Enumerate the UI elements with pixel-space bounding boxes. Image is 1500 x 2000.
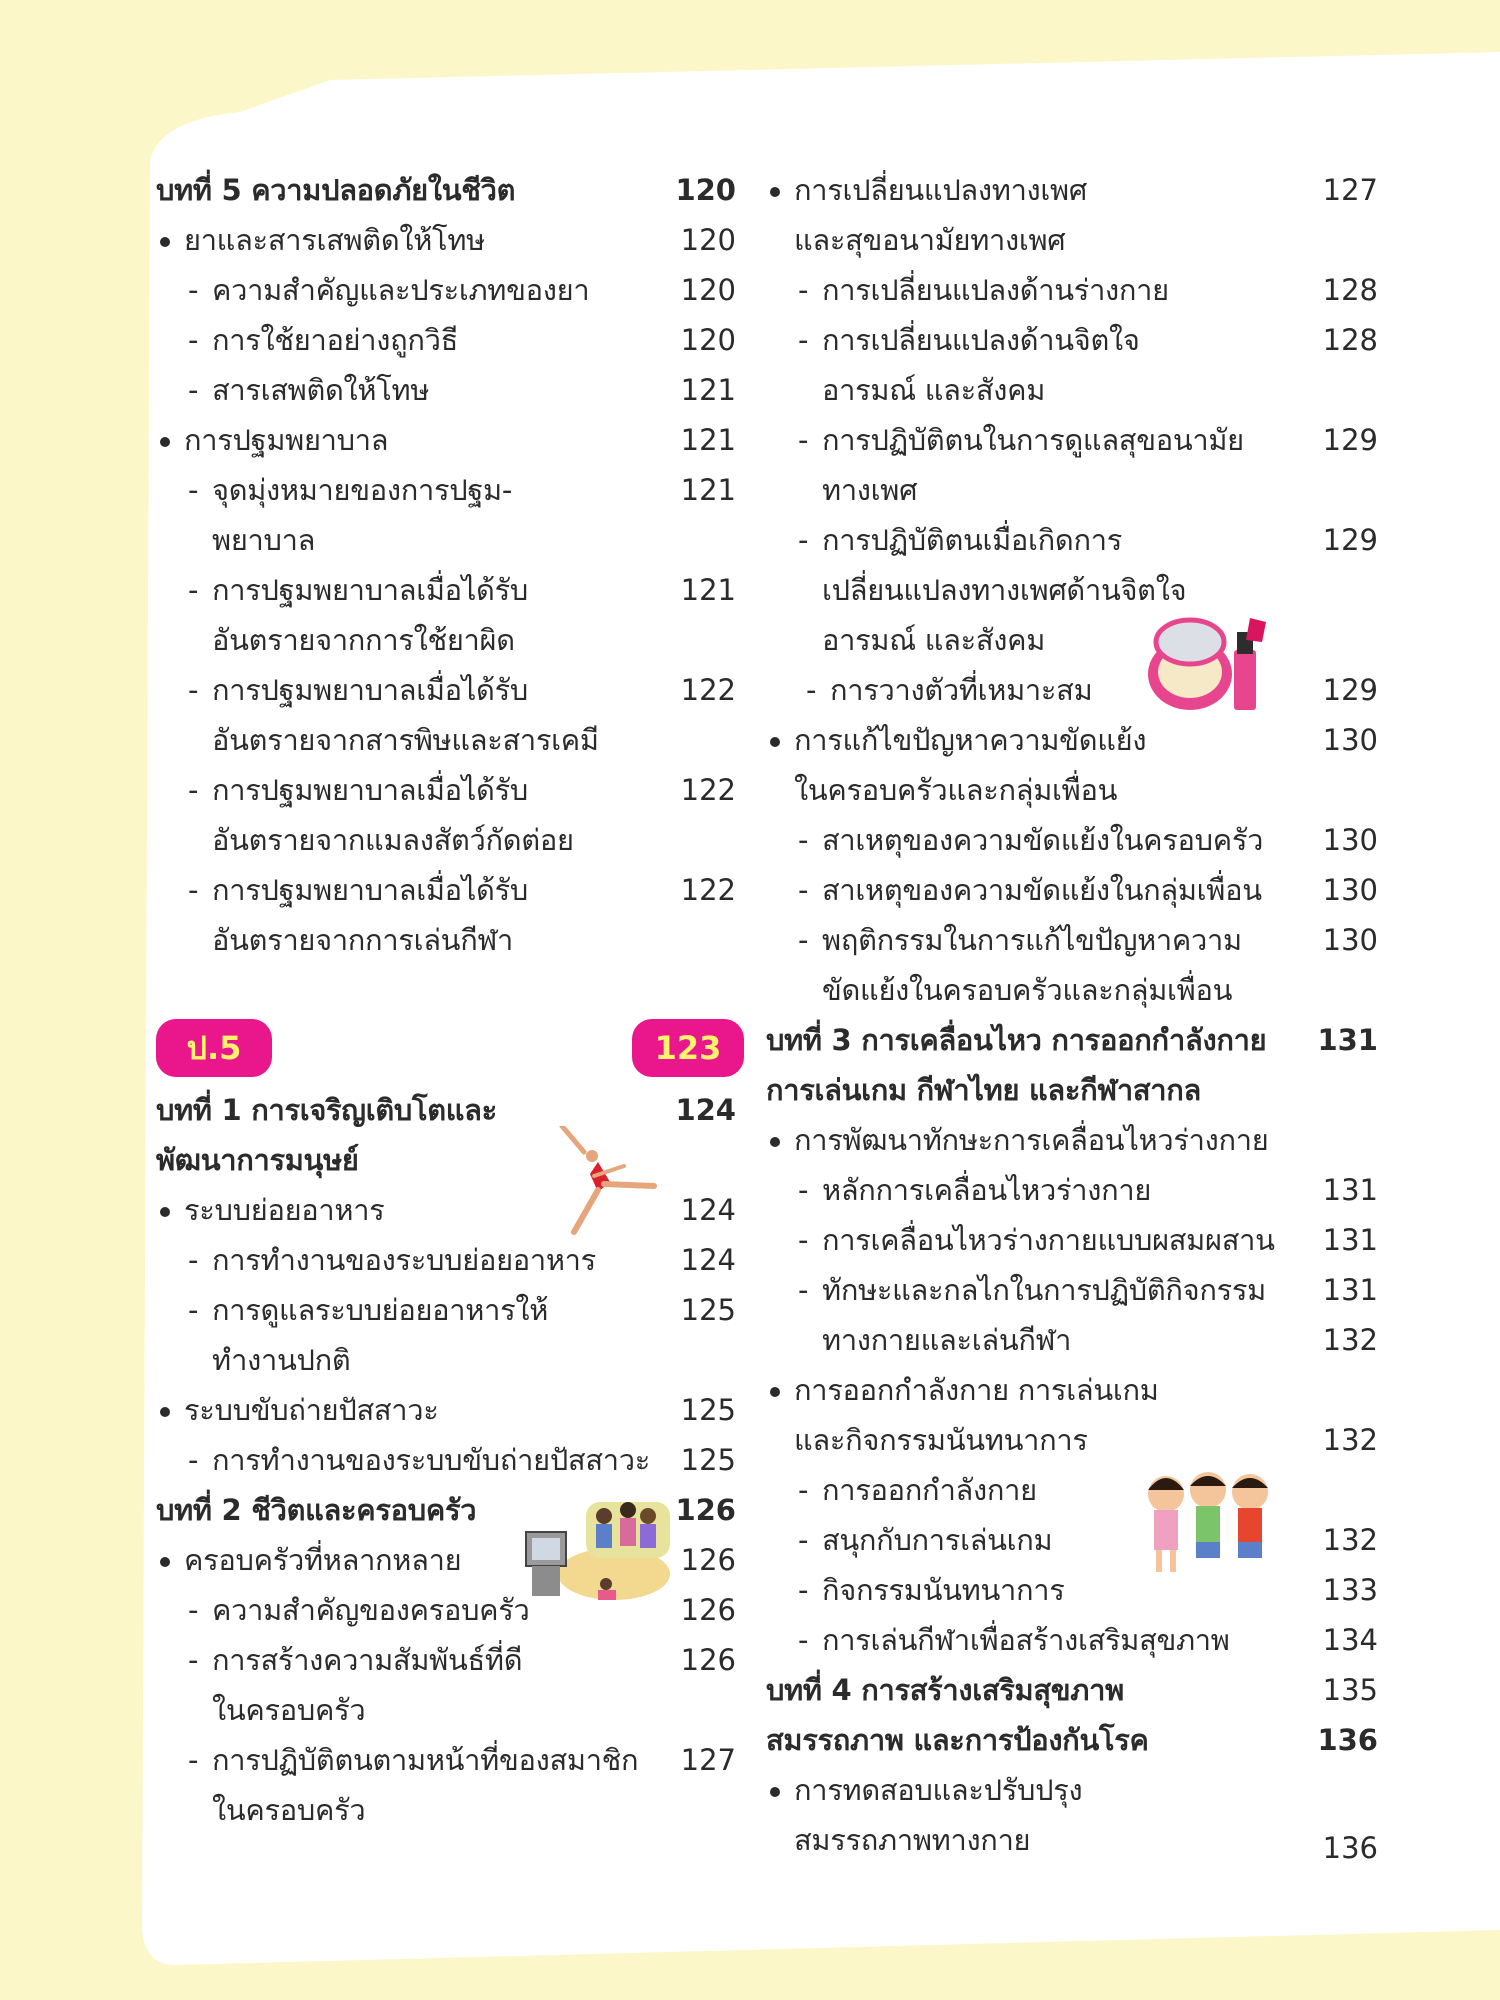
chapter-title: พัฒนาการมนุษย์ [156, 1143, 359, 1177]
page-number: 125 [680, 1393, 736, 1427]
page-number: 130 [1322, 823, 1378, 857]
bullet-icon [160, 237, 170, 247]
page-number: 126 [680, 1593, 736, 1627]
subtopic-text: สาเหตุของความขัดแย้งในครอบครัว [822, 823, 1264, 857]
topic-text: ระบบย่อยอาหาร [184, 1193, 385, 1227]
subtopic-text: การสร้างความสัมพันธ์ที่ดี [212, 1643, 523, 1677]
toc-subtopic[interactable] [156, 1285, 736, 1335]
toc-subtopic[interactable] [766, 1165, 1378, 1215]
toc-subtopic-continued [766, 565, 1378, 615]
subtopic-text: จุดมุ่งหมายของการปฐม- [212, 473, 513, 507]
page-number: 134 [1322, 1623, 1378, 1657]
toc-chapter[interactable] [766, 1015, 1378, 1065]
dash-icon: - [798, 1173, 809, 1207]
page-number: 125 [680, 1293, 736, 1327]
subtopic-text: สนุกกับการเล่นเกม [822, 1523, 1053, 1557]
dash-icon: - [798, 1223, 809, 1257]
page-number: 136 [1322, 1831, 1378, 1865]
page-number: 125 [680, 1443, 736, 1477]
toc-topic[interactable] [766, 1765, 1378, 1815]
page-number: 122 [680, 773, 736, 807]
toc-topic[interactable] [156, 1385, 736, 1435]
toc-subtopic-continued [766, 1315, 1378, 1365]
bullet-icon [160, 1207, 170, 1217]
toc-subtopic[interactable] [766, 1565, 1378, 1615]
subtopic-text: ในครอบครัว [212, 1693, 366, 1727]
toc-subtopic[interactable] [766, 865, 1378, 915]
page-number: 124 [675, 1093, 736, 1127]
dash-icon: - [798, 323, 809, 357]
subtopic-text: การปฐมพยาบาลเมื่อได้รับ [212, 773, 528, 807]
subtopic-text: เปลี่ยนแปลงทางเพศด้านจิตใจ [822, 573, 1187, 607]
page-number: 130 [1322, 923, 1378, 957]
toc-chapter[interactable] [156, 165, 736, 215]
toc-chapter-continued [766, 1715, 1378, 1765]
subtopic-text: การปฏิบัติตนในการดูแลสุขอนามัย [822, 423, 1244, 457]
bullet-icon [160, 437, 170, 447]
page-number: 129 [1322, 423, 1378, 457]
toc-subtopic[interactable] [766, 1615, 1378, 1665]
toc-subtopic-continued [156, 1785, 736, 1835]
page-number: 121 [680, 473, 736, 507]
toc-subtopic[interactable] [156, 1635, 736, 1685]
dash-icon: - [188, 673, 199, 707]
subtopic-text: การปฏิบัติตนตามหน้าที่ของสมาชิก [212, 1743, 639, 1777]
page-number: 132 [1322, 1423, 1378, 1457]
subtopic-text: ความสำคัญของครอบครัว [212, 1593, 530, 1627]
dash-icon: - [798, 873, 809, 907]
toc-topic[interactable] [156, 415, 736, 465]
dash-icon: - [798, 273, 809, 307]
toc-right-column [766, 165, 1378, 1865]
subtopic-text: อันตรายจากการใช้ยาผิด [212, 623, 515, 657]
family-tv-icon [524, 1492, 674, 1608]
toc-subtopic-continued [766, 615, 1378, 665]
dash-icon: - [188, 573, 199, 607]
dash-icon: - [188, 473, 199, 507]
chapter-title: บทที่ 4 การสร้างเสริมสุขภาพ [766, 1673, 1124, 1707]
dash-icon: - [806, 673, 817, 707]
bullet-icon [160, 1557, 170, 1567]
page-number: 120 [675, 173, 736, 207]
dash-icon: - [188, 1443, 199, 1477]
dash-icon: - [188, 1593, 199, 1627]
page-number: 126 [680, 1543, 736, 1577]
bullet-icon [770, 1387, 780, 1397]
topic-text: และสุขอนามัยทางเพศ [794, 223, 1066, 257]
toc-subtopic[interactable] [766, 1465, 1378, 1515]
page-number: 128 [1322, 273, 1378, 307]
toc-chapter[interactable] [766, 1665, 1378, 1715]
subtopic-text: พยาบาล [212, 523, 316, 557]
subtopic-text: การทำงานของระบบย่อยอาหาร [212, 1243, 596, 1277]
toc-subtopic[interactable] [766, 1215, 1378, 1265]
toc-subtopic[interactable] [156, 315, 736, 365]
subtopic-text: ทางเพศ [822, 473, 918, 507]
toc-subtopic[interactable] [156, 1435, 736, 1485]
page-number: 132 [1322, 1323, 1378, 1357]
page-number: 135 [1322, 1673, 1378, 1707]
subtopic-text: การเปลี่ยนแปลงด้านร่างกาย [822, 273, 1169, 307]
topic-text: การพัฒนาทักษะการเคลื่อนไหวร่างกาย [794, 1123, 1269, 1157]
toc-subtopic-continued [156, 815, 736, 865]
page-number: 120 [680, 223, 736, 257]
chapter-title: บทที่ 1 การเจริญเติบโตและ [156, 1093, 497, 1127]
dash-icon: - [188, 273, 199, 307]
toc-subtopic[interactable] [156, 1735, 736, 1785]
toc-subtopic[interactable] [156, 465, 736, 515]
dash-icon: - [798, 523, 809, 557]
subtopic-text: ทักษะและกลไกในการปฏิบัติกิจกรรม [822, 1273, 1266, 1307]
chapter-title: การเล่นเกม กีฬาไทย และกีฬาสากล [766, 1073, 1201, 1107]
dash-icon: - [188, 373, 199, 407]
page-number: 121 [680, 373, 736, 407]
chapter-title: บทที่ 3 การเคลื่อนไหว การออกกำลังกาย [766, 1023, 1267, 1057]
toc-subtopic-continued [766, 465, 1378, 515]
page-number: 127 [680, 1743, 736, 1777]
toc-subtopic[interactable] [766, 265, 1378, 315]
subtopic-text: การทำงานของระบบขับถ่ายปัสสาวะ [212, 1443, 650, 1477]
dash-icon: - [188, 1643, 199, 1677]
topic-text: ระบบขับถ่ายปัสสาวะ [184, 1393, 439, 1427]
subtopic-text: สารเสพติดให้โทษ [212, 373, 430, 407]
chapter-title: บทที่ 5 ความปลอดภัยในชีวิต [156, 173, 516, 207]
page-number: 136 [1317, 1723, 1378, 1757]
toc-subtopic[interactable] [156, 265, 736, 315]
toc-subtopic-continued [156, 515, 736, 565]
toc-subtopic[interactable] [766, 315, 1378, 365]
subtopic-text: อันตรายจากการเล่นกีฬา [212, 923, 513, 957]
subtopic-text: การออกกำลังกาย [822, 1473, 1037, 1507]
page-number: 132 [1322, 1523, 1378, 1557]
children-icon [1134, 1466, 1282, 1582]
subtopic-text: ทางกายและเล่นกีฬา [822, 1323, 1072, 1357]
bullet-icon [770, 1787, 780, 1797]
page-number: 131 [1317, 1023, 1378, 1057]
toc-topic-continued [766, 1415, 1378, 1465]
subtopic-text: อารมณ์ และสังคม [822, 373, 1046, 407]
page-number: 124 [680, 1193, 736, 1227]
topic-text: การทดสอบและปรับปรุง [794, 1773, 1083, 1807]
grade-header[interactable] [156, 1013, 736, 1085]
dash-icon: - [188, 873, 199, 907]
page-number: 131 [1322, 1273, 1378, 1307]
page-number: 131 [1322, 1173, 1378, 1207]
toc-subtopic[interactable] [156, 365, 736, 415]
toc-subtopic-continued [766, 365, 1378, 415]
topic-text: สมรรถภาพทางกาย [794, 1823, 1031, 1857]
dash-icon: - [798, 1523, 809, 1557]
grade-badge: ป.5 [156, 1019, 272, 1077]
page-number: 120 [680, 273, 736, 307]
toc-subtopic[interactable] [766, 1515, 1378, 1565]
chapter-title: สมรรถภาพ และการป้องกันโรค [766, 1723, 1149, 1757]
topic-text: ในครอบครัวและกลุ่มเพื่อน [794, 773, 1118, 807]
toc-subtopic-continued [156, 1335, 736, 1385]
subtopic-text: การปฐมพยาบาลเมื่อได้รับ [212, 873, 528, 907]
topic-text: ยาและสารเสพติดให้โทษ [184, 223, 485, 257]
dash-icon: - [188, 1743, 199, 1777]
page-number: 128 [1322, 323, 1378, 357]
subtopic-text: การวางตัวที่เหมาะสม [830, 673, 1093, 707]
page-number: 129 [1322, 523, 1378, 557]
page-number: 133 [1322, 1573, 1378, 1607]
toc-topic[interactable] [766, 165, 1378, 215]
page-number: 127 [1322, 173, 1378, 207]
subtopic-text: พฤติกรรมในการแก้ไขปัญหาความ [822, 923, 1242, 957]
makeup-icon [1142, 612, 1276, 716]
toc-subtopic-continued [156, 715, 736, 765]
toc-subtopic[interactable] [156, 865, 736, 915]
dash-icon: - [798, 423, 809, 457]
grade-page-badge: 123 [632, 1019, 744, 1077]
topic-text: และกิจกรรมนันทนาการ [794, 1423, 1088, 1457]
dash-icon: - [798, 1473, 809, 1507]
toc-chapter-continued [766, 1065, 1378, 1115]
toc-subtopic[interactable] [156, 1235, 736, 1285]
page-number: 124 [680, 1243, 736, 1277]
subtopic-text: การเปลี่ยนแปลงด้านจิตใจ [822, 323, 1140, 357]
subtopic-text: กิจกรรมนันทนาการ [822, 1573, 1065, 1607]
subtopic-text: การเล่นกีฬาเพื่อสร้างเสริมสุขภาพ [822, 1623, 1230, 1657]
toc-subtopic[interactable] [766, 1265, 1378, 1315]
toc-subtopic[interactable] [156, 565, 736, 615]
toc-subtopic[interactable] [156, 765, 736, 815]
dash-icon: - [798, 823, 809, 857]
dash-icon: - [798, 1273, 809, 1307]
page-number: 126 [680, 1643, 736, 1677]
toc-topic-continued [766, 215, 1378, 265]
subtopic-text: ขัดแย้งในครอบครัวและกลุ่มเพื่อน [822, 973, 1233, 1007]
bullet-icon [770, 187, 780, 197]
subtopic-text: ในครอบครัว [212, 1793, 366, 1827]
toc-topic[interactable] [766, 715, 1378, 765]
toc-subtopic[interactable] [766, 815, 1378, 865]
subtopic-text: การดูแลระบบย่อยอาหารให้ [212, 1293, 549, 1327]
subtopic-text: ความสำคัญและประเภทของยา [212, 273, 590, 307]
dash-icon: - [798, 1573, 809, 1607]
page-number: 121 [680, 573, 736, 607]
subtopic-text: หลักการเคลื่อนไหวร่างกาย [822, 1173, 1152, 1207]
topic-text: การปฐมพยาบาล [184, 423, 389, 457]
subtopic-text: ทำงานปกติ [212, 1343, 351, 1377]
page-number: 130 [1322, 873, 1378, 907]
toc-subtopic-continued [156, 615, 736, 665]
page-number: 121 [680, 423, 736, 457]
toc-subtopic[interactable] [156, 665, 736, 715]
subtopic-text: อันตรายจากสารพิษและสารเคมี [212, 723, 599, 757]
topic-text: การเปลี่ยนแปลงทางเพศ [794, 173, 1087, 207]
page-number: 126 [675, 1493, 736, 1527]
toc-subtopic[interactable] [766, 915, 1378, 965]
subtopic-text: การเคลื่อนไหวร่างกายแบบผสมผสาน [822, 1223, 1275, 1257]
subtopic-text: การปฐมพยาบาลเมื่อได้รับ [212, 673, 528, 707]
topic-text: การแก้ไขปัญหาความขัดแย้ง [794, 723, 1147, 757]
subtopic-text: การปฏิบัติตนเมื่อเกิดการ [822, 523, 1122, 557]
page-number: 120 [680, 323, 736, 357]
toc-subtopic-continued [156, 915, 736, 965]
page-number: 122 [680, 873, 736, 907]
toc-topic[interactable] [766, 1365, 1378, 1415]
dash-icon: - [188, 773, 199, 807]
dash-icon: - [188, 1243, 199, 1277]
topic-text: การออกกำลังกาย การเล่นเกม [794, 1373, 1159, 1407]
topic-text: ครอบครัวที่หลากหลาย [184, 1543, 462, 1577]
toc-subtopic-continued [766, 965, 1378, 1015]
subtopic-text: อันตรายจากแมลงสัตว์กัดต่อย [212, 823, 574, 857]
subtopic-text: อารมณ์ และสังคม [822, 623, 1046, 657]
bullet-icon [770, 1137, 780, 1147]
dash-icon: - [188, 1293, 199, 1327]
page-number: 130 [1322, 723, 1378, 757]
toc-subtopic[interactable] [766, 515, 1378, 565]
page-number: 129 [1322, 673, 1378, 707]
page-number: 131 [1322, 1223, 1378, 1257]
dash-icon: - [798, 923, 809, 957]
toc-subtopic[interactable] [766, 415, 1378, 465]
dash-icon: - [188, 323, 199, 357]
bullet-icon [770, 737, 780, 747]
chapter-title: บทที่ 2 ชีวิตและครอบครัว [156, 1493, 477, 1527]
toc-subtopic[interactable] [766, 665, 1378, 715]
subtopic-text: การปฐมพยาบาลเมื่อได้รับ [212, 573, 528, 607]
bullet-icon [160, 1407, 170, 1417]
toc-topic[interactable] [766, 1115, 1378, 1165]
toc-topic-continued [766, 1815, 1378, 1865]
subtopic-text: การใช้ยาอย่างถูกวิธี [212, 323, 458, 357]
dash-icon: - [798, 1623, 809, 1657]
spacer [156, 965, 736, 1013]
toc-topic[interactable] [156, 215, 736, 265]
page-number: 122 [680, 673, 736, 707]
toc-subtopic-continued [156, 1685, 736, 1735]
subtopic-text: สาเหตุของความขัดแย้งในกลุ่มเพื่อน [822, 873, 1262, 907]
gymnast-icon [554, 1126, 664, 1236]
